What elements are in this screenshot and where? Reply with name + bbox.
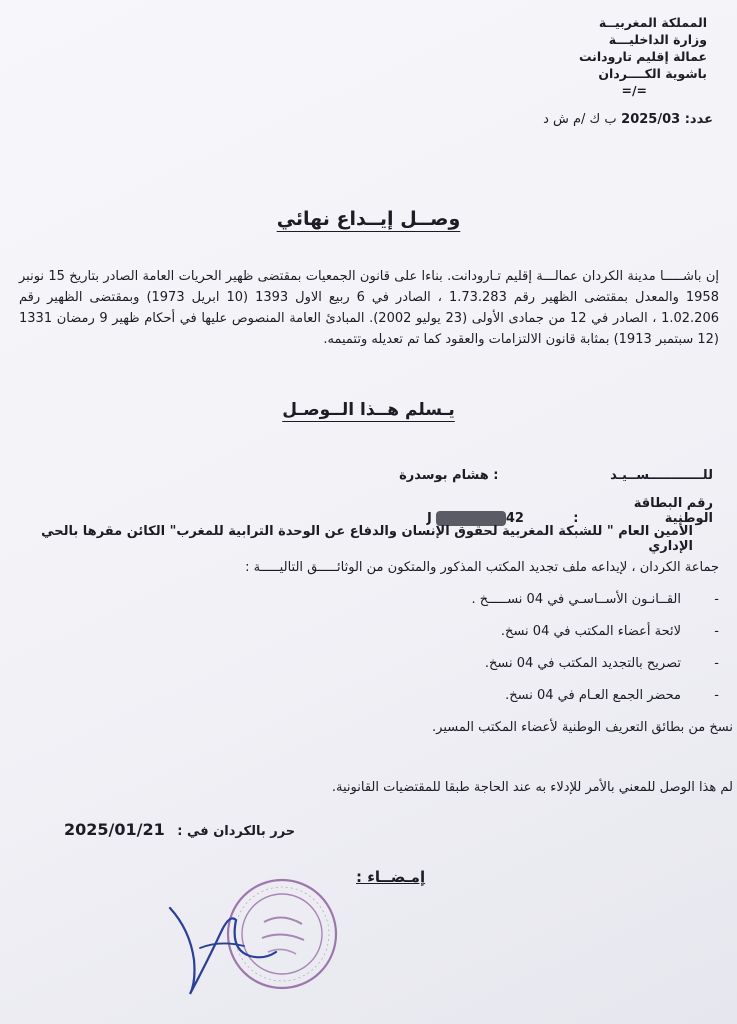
document-title: وصــل إيــداع نهائي [276, 208, 461, 230]
letterhead-separator: =/= [621, 83, 647, 98]
recipient-name-value: هشام بوسدرة [399, 468, 489, 483]
issue-date: 2025/01/21 [64, 820, 165, 839]
place-date-label: حرر بالكردان في : [177, 824, 296, 839]
document-item: -لائحة أعضاء المكتب في 04 نسخ. [500, 624, 719, 639]
recipient-name-label: للــــــــــــســيـد [610, 468, 713, 483]
recipient-id-row: رقم البطاقة الوطنية : J 42 [427, 496, 713, 526]
handwritten-signature [160, 890, 280, 1000]
role-line: الأمين العام " للشبكة المغربية لحقوق الإنسان والدفاع عن الوحدة الترابية للمغرب" الكائن مقرها بالحي الإداري [41, 524, 693, 554]
recipient-name-row: للــــــــــــســيـد : هشام بوسدرة [399, 468, 713, 483]
recipient-id-suffix: 42 [505, 511, 524, 526]
reference-number [543, 112, 713, 127]
reference-value: 2025/03 [621, 112, 681, 127]
letterhead-kingdom: المملكة المغربيــة [598, 15, 707, 30]
deposit-line: جماعة الكردان ، لإيداعه ملف تجديد المكتب المذكور والمتكون من الوثائـــــق التاليـــــة : [245, 560, 719, 575]
signature-label: إمـضــاء : [356, 868, 426, 886]
reference-suffix: ب ك /م ش د [543, 112, 617, 127]
letterhead-pashalik: باشوية الكــــردان [598, 66, 707, 81]
reference-label: عدد: [684, 112, 713, 127]
recipient-id-label: رقم البطاقة الوطنية [633, 496, 713, 526]
letterhead [487, 14, 707, 99]
document-item: -القــانـون الأســاسـي في 04 نســـــخ . [471, 592, 719, 607]
closing-line: لم هذا الوصل للمعني بالأمر للإدلاء به عند الحاجة طبقا للمقتضيات القانونية. [331, 780, 733, 795]
letterhead-ministry: وزارة الداخليـــة [608, 32, 707, 47]
document-item: -محضر الجمع العـام في 04 نسخ. [505, 688, 719, 703]
document-subtitle: يـسلم هــذا الــوصـل [282, 400, 455, 420]
recipient-id-prefix: J [427, 511, 432, 526]
legal-preamble: إن باشـــــا مدينة الكردان عمالـــة إقليم تـارودانت. بناءا على قانون الجمعيات بمقتضى ظهير الحريات العامة الصادر بتاريخ 15 نونبر 1958 والمعدل بمقتضى الظهير رقم 1.73.283 ، الصادر في 6 ربيع الاول 1393 (10 ابريل 1973) وبمقتضى الظهير رقم 1.02.206 ، الصادر في 12 من جمادى الأولى (23 يوليو 2002). المبادئ العامة المنصوص عليها في أحكام ظهير 9 رمضان 1331 (12 سبتمبر 1913) بمثابة قانون الالتزامات والعقود كما تم تعديله وتتميمه. [19, 269, 719, 347]
document-item: نسخ من بطائق التعريف الوطنية لأعضاء المكتب المسير. [432, 720, 733, 735]
place-date [64, 820, 295, 839]
letterhead-province: عمالة إقليم تارودانت [578, 49, 707, 64]
document-item: -تصريح بالتجديد المكتب في 04 نسخ. [484, 656, 719, 671]
